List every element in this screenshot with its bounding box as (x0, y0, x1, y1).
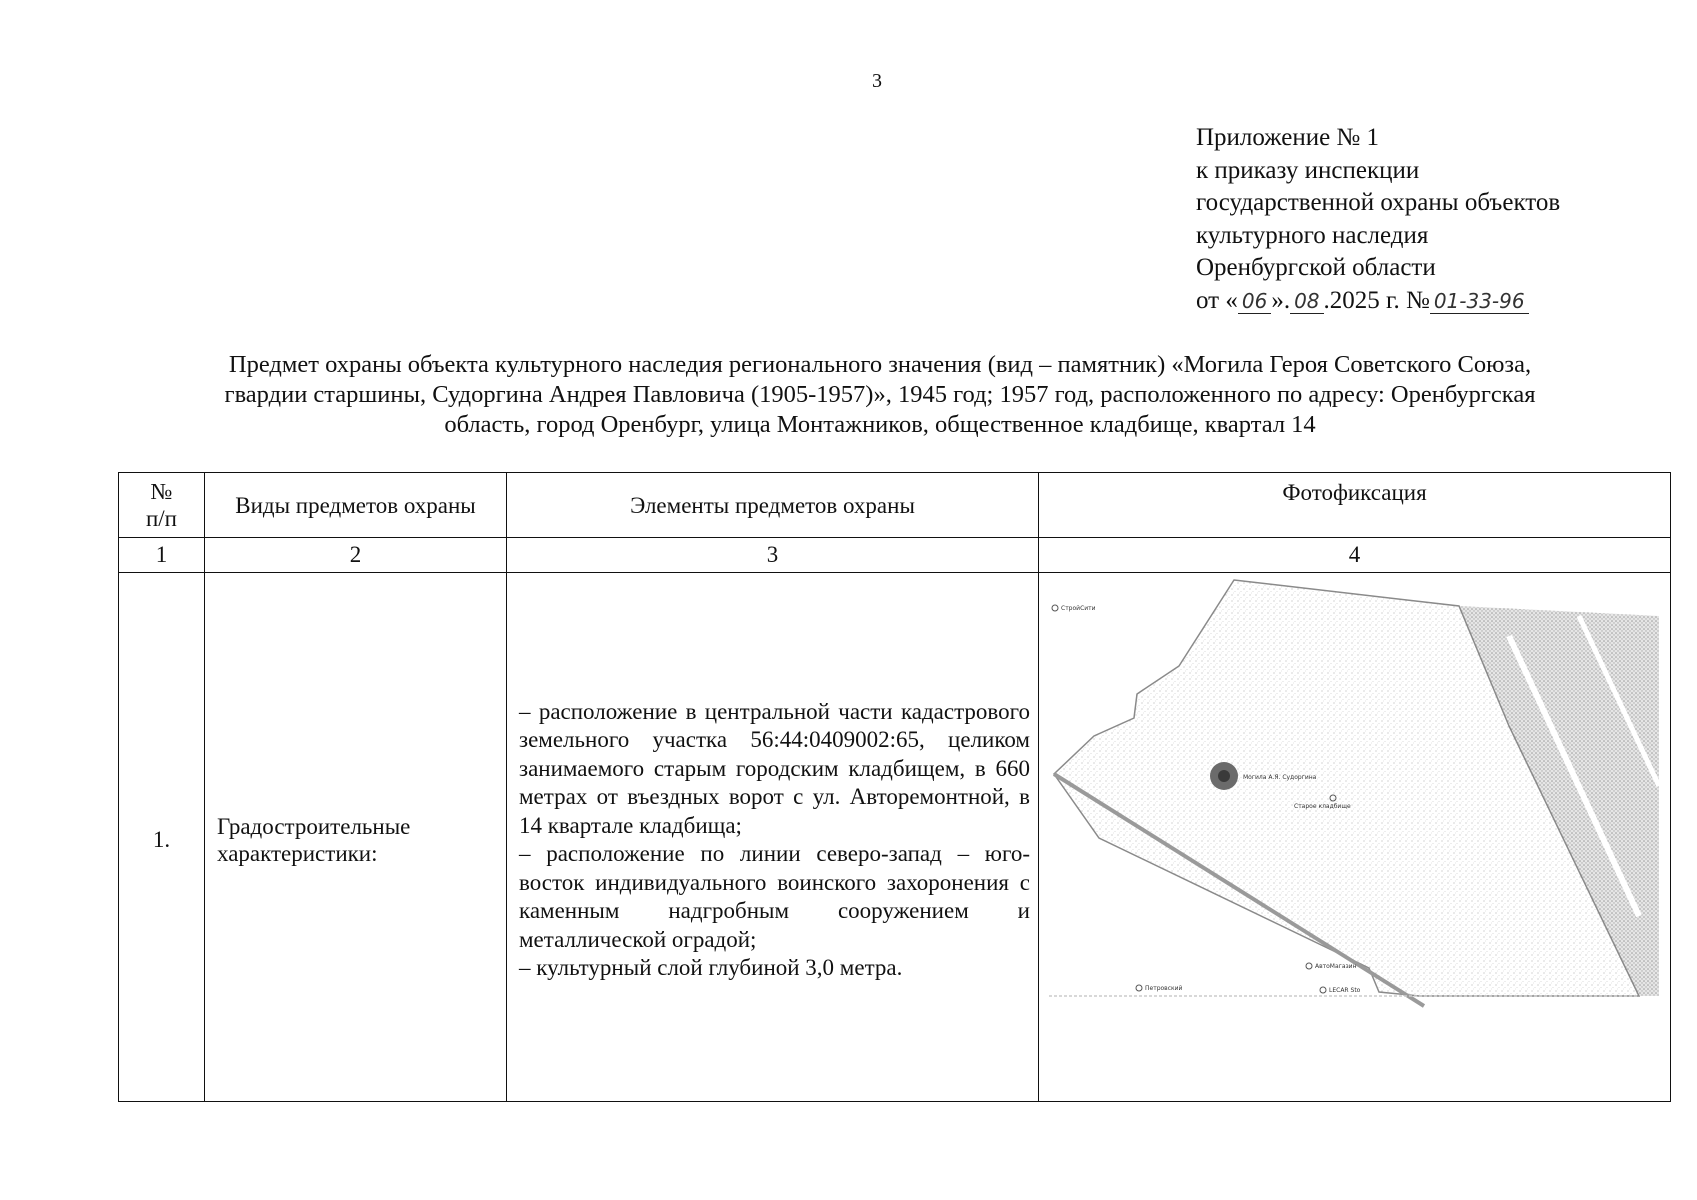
map-label-petrovsky: Петровский (1145, 985, 1183, 992)
map-label-auto: АвтоМагазин (1315, 963, 1357, 970)
page-number: 3 (872, 70, 882, 92)
date-separator: ». (1271, 286, 1291, 314)
appendix-line-4: культурного наследия (1196, 221, 1429, 249)
date-prefix: от « (1196, 286, 1238, 314)
column-number-3: 3 (507, 538, 1039, 573)
cemetery-map-image (1039, 576, 1669, 1098)
row-number: 1. (119, 573, 205, 1102)
order-number: 01-33-96 (1430, 289, 1529, 314)
map-label-lecar: LECAR Sto (1329, 987, 1361, 994)
header-num-line-1: № (150, 479, 173, 504)
column-number-1: 1 (119, 538, 205, 573)
column-number-row (119, 538, 1671, 573)
element-cultural-layer: – культурный слой глубиной 3,0 метра. (519, 955, 903, 980)
appendix-line-1: Приложение № 1 (1196, 124, 1380, 151)
header-elements: Элементы предметов охраны (507, 473, 1039, 538)
title-line-2: гвардии старшины, Судоргина Андрея Павловича (1905-1957)», 1945 год; 1957 год, расположенного по адресу: Оренбургская (224, 381, 1536, 408)
appendix-header (1196, 122, 1560, 317)
pin-icon (1320, 987, 1326, 993)
row-type (205, 573, 507, 1102)
element-orientation: – расположение по линии северо-запад – юго-восток индивидуального воинского захоронения с каменным надгробным сооружением и металлической оградой; (519, 841, 1030, 952)
pin-icon (1136, 985, 1142, 991)
pin-icon (1306, 963, 1312, 969)
table-header-row (119, 473, 1671, 538)
map-label-top-left: СтройСити (1061, 605, 1096, 612)
date-year: .2025 г. № (1323, 286, 1430, 314)
title-line-1: Предмет охраны объекта культурного наследия регионального значения (вид – памятник) «Могила Героя Советского Союза, (228, 351, 1532, 378)
row-elements (507, 573, 1039, 1102)
table-row (119, 573, 1671, 1102)
row-type-line-2: характеристики: (217, 841, 378, 866)
document-title (100, 350, 1660, 440)
cemetery-map (1039, 576, 1679, 1098)
appendix-line-2: к приказу инспекции (1196, 156, 1420, 184)
title-line-3: область, город Оренбург, улица Монтажников, общественное кладбище, квартал 14 (444, 411, 1316, 438)
map-label-grave: Могила А.Я. Судоргина (1243, 774, 1317, 781)
column-number-4: 4 (1039, 538, 1671, 573)
header-num (119, 473, 205, 538)
date-month: 08 (1290, 289, 1323, 314)
pin-icon (1052, 605, 1058, 611)
row-photo (1039, 573, 1671, 1102)
header-photo: Фотофиксация (1039, 473, 1671, 538)
appendix-line-3: государственной охраны объектов (1196, 189, 1561, 216)
appendix-line-5: Оренбургской области (1196, 254, 1436, 281)
grave-marker-core-icon (1218, 770, 1230, 782)
protection-subject-table (118, 472, 1671, 1102)
date-day: 06 (1238, 289, 1271, 314)
row-type-line-1: Градостроительные (217, 814, 411, 839)
header-types: Виды предметов охраны (205, 473, 507, 538)
header-num-line-2: п/п (145, 506, 177, 531)
column-number-2: 2 (205, 538, 507, 573)
map-label-old-cemetery: Старое кладбище (1294, 803, 1351, 810)
element-location: – расположение в центральной части кадастрового земельного участка 56:44:0409002:65, целиком занимаемого старым городским кладбищем, в 660 метрах от въездных ворот с ул. Авторемонтной, в 14 квартале кладбища; (519, 698, 1030, 838)
appendix-date-line (1196, 285, 1560, 318)
